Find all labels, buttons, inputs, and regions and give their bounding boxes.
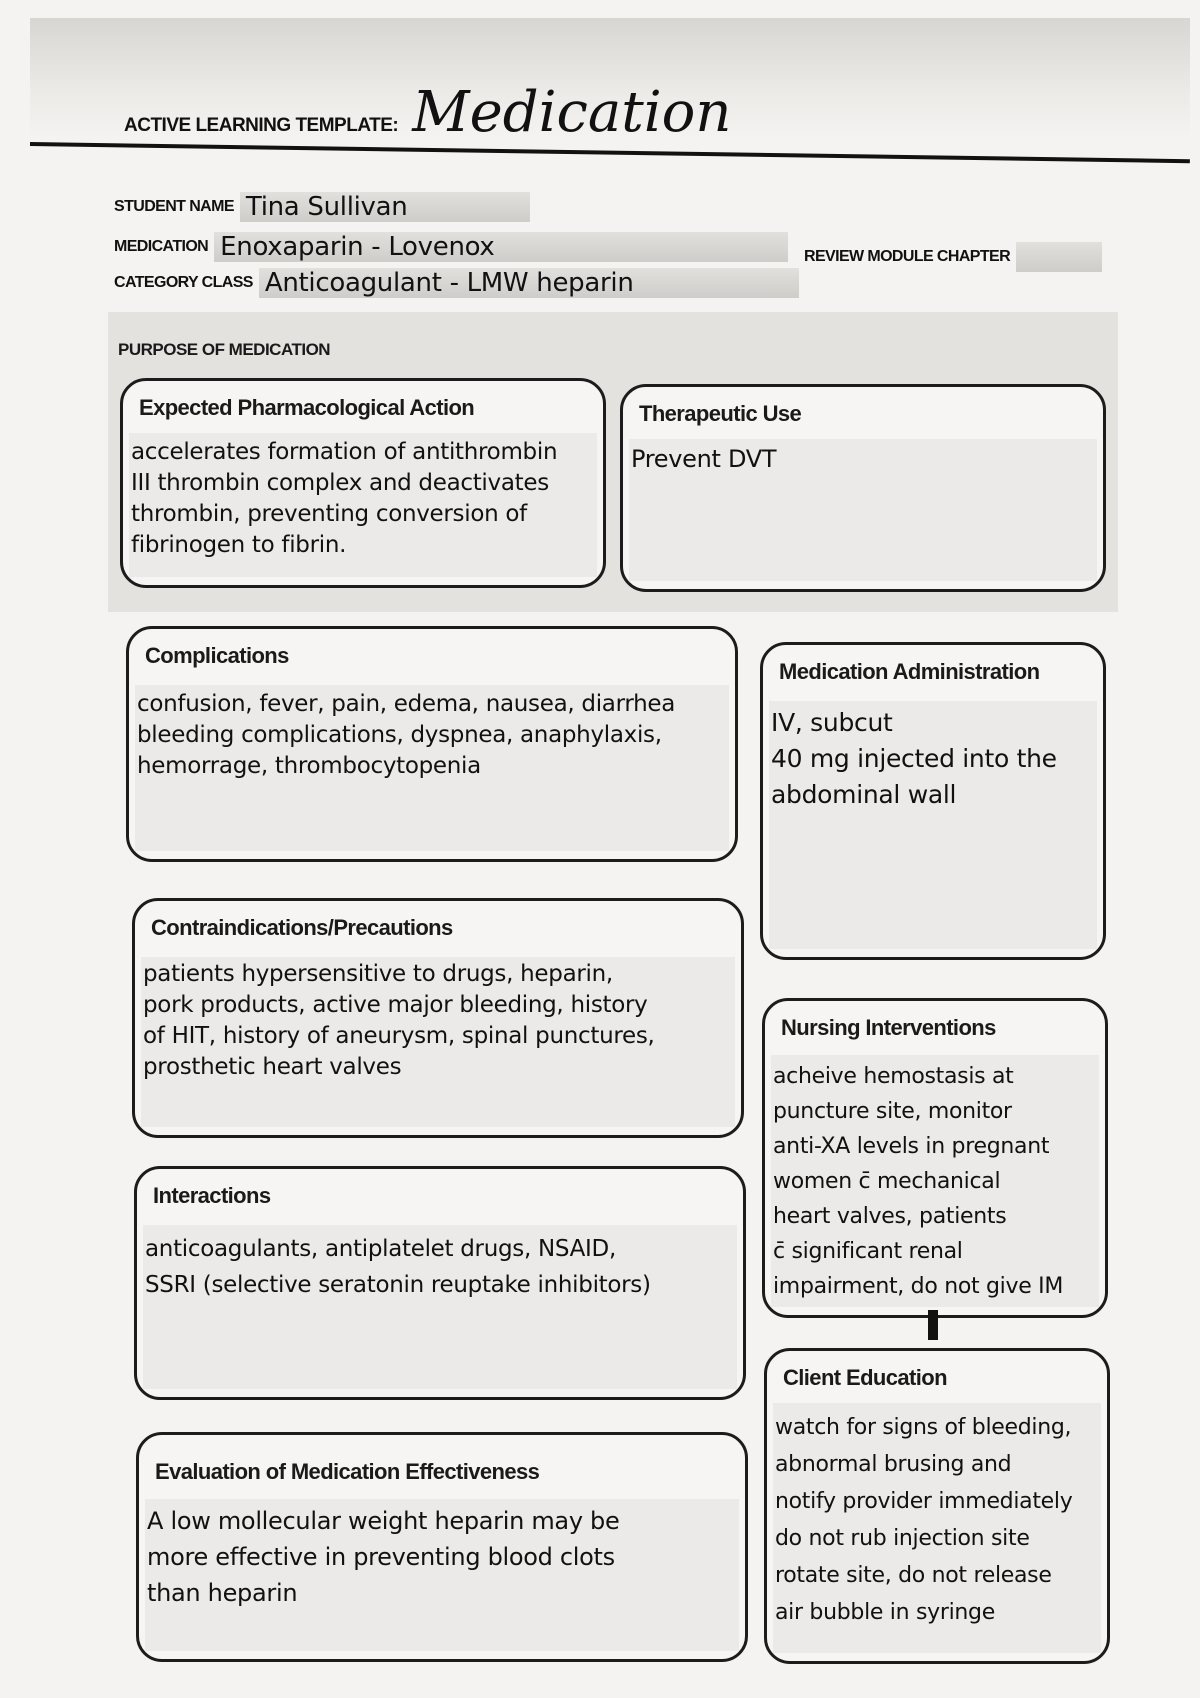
complications-text: confusion, fever, pain, edema, nausea, diarrhea bleeding complications, dyspnea, anaphylaxis, hemorrage, thrombocytopenia	[137, 691, 676, 779]
category-value: Anticoagulant - LMW heparin	[264, 268, 634, 298]
category-label: CATEGORY CLASS	[114, 274, 253, 291]
contraindications-title: Contraindications/Precautions	[151, 915, 453, 940]
interactions-box	[134, 1166, 746, 1400]
administration-box	[760, 642, 1106, 960]
complications-title: Complications	[145, 643, 289, 668]
administration-title: Medication Administration	[779, 659, 1040, 684]
contraindications-text: patients hypersensitive to drugs, heparin, pork products, active major bleeding, history of HIT, history of aneurysm, spinal punctures, prosthetic heart valves	[143, 961, 655, 1080]
medication-row	[114, 232, 788, 262]
client-education-box	[764, 1348, 1110, 1664]
nursing-interventions-text: acheive hemostasis at puncture site, monitor anti-XA levels in pregnant women c̄ mechanical heart valves, patients c̄ significant renal impairment, do not give IM	[773, 1064, 1064, 1299]
interactions-title: Interactions	[153, 1183, 271, 1208]
expected-action-box	[120, 378, 606, 588]
evaluation-text: A low mollecular weight heparin may be more effective in preventing blood clots than heparin	[147, 1507, 620, 1607]
purpose-label: PURPOSE OF MEDICATION	[118, 340, 331, 359]
medication-value: Enoxaparin - Lovenox	[220, 232, 495, 262]
evaluation-box	[136, 1432, 748, 1662]
expected-action-text: accelerates formation of antithrombin III thrombin complex and deactivates thrombin, preventing conversion of fibrinogen to fibrin.	[131, 439, 558, 558]
therapeutic-use-title: Therapeutic Use	[639, 401, 802, 426]
category-row	[114, 268, 799, 298]
student-name-row	[114, 192, 530, 222]
review-module-field[interactable]	[1016, 242, 1102, 272]
template-header	[124, 80, 731, 145]
medication-label: MEDICATION	[114, 238, 209, 255]
nursing-interventions-title: Nursing Interventions	[781, 1015, 996, 1040]
contraindications-box	[132, 898, 744, 1138]
client-education-text: watch for signs of bleeding, abnormal brusing and notify provider immediately do not rub injection site rotate site, do not release air bubble in syringe	[775, 1415, 1073, 1625]
evaluation-title: Evaluation of Medication Effectiveness	[155, 1459, 540, 1484]
box-connector	[928, 1310, 938, 1340]
student-name-label: STUDENT NAME	[114, 198, 234, 215]
interactions-text: anticoagulants, antiplatelet drugs, NSAID, SSRI (selective seratonin reuptake inhibitors)	[145, 1236, 651, 1298]
expected-action-title: Expected Pharmacological Action	[139, 395, 475, 420]
template-name: Medication	[412, 80, 732, 145]
category-field[interactable]	[259, 268, 799, 298]
medication-field[interactable]	[214, 232, 788, 262]
review-module-label: REVIEW MODULE CHAPTER	[804, 248, 1011, 265]
therapeutic-use-text: Prevent DVT	[631, 445, 777, 473]
student-name-value: Tina Sullivan	[245, 192, 408, 222]
student-name-field[interactable]	[240, 192, 530, 222]
client-education-title: Client Education	[783, 1365, 947, 1390]
review-module-row	[804, 242, 1102, 272]
therapeutic-use-box	[620, 384, 1106, 592]
administration-text: IV, subcut 40 mg injected into the abdominal wall	[771, 708, 1057, 809]
header-divider	[30, 142, 1190, 163]
template-label: ACTIVE LEARNING TEMPLATE:	[124, 115, 399, 136]
complications-box	[126, 626, 738, 862]
nursing-interventions-box	[762, 998, 1108, 1318]
